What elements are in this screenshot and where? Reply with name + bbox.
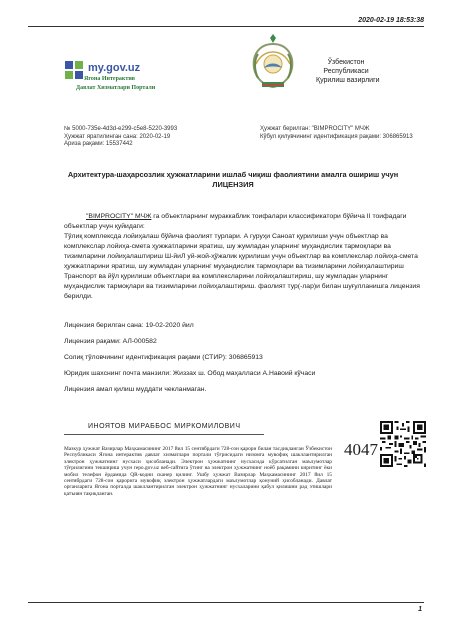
document-created-date: Ҳужжат яратилинган сана: 2020-02-19 [64,133,171,140]
qr-code-icon[interactable] [380,421,426,467]
legal-footnote: Мазкур ҳужжат Вазирлар Маҳкамасининг 2017 йил 15 сентябрдаги 728-сон қарори билан тасдиқланган Ўзбекистон Республикаси Ягона интерактив давлат хизматлари портали тўғрисидаги низомга мувофиқ шакллантирилган электрон ҳужжатнинг нусхаси ҳисобланади. Электрон ҳужжатнинг нусхасида кўрсатилган маълумотлар тўғрилигини текшириш учун repo.gov.uz веб-сайтига ўтинг ва электрон ҳужжатнинг ноёб рақамини киритинг ёки мобил телефон ёрдамида QR-кодни сканер қилинг. Ушбу ҳужжат Вазирлар Маҳкамасининг 2017 йил 15 сентябрдаги 728-сон қарорига мувофиқ электрон ҳужжатлардаги маълумотлар қонуний ҳисобланади. Давлат органларига Ягона порталда шакллантирилган электрон ҳужжатнинг нусхаларини қабул қилишни рад этишлари қатъиян тақиқланган. [64,446,332,497]
portal-name-line1: Ягона Интерактив [84,76,136,82]
ministry-name-line: Ўзбекистон [327,59,365,66]
document-timestamp: 2020-02-19 18:53:38 [358,17,424,24]
company-name: "BIMPROCITY" МЧЖ [86,213,152,220]
page-number: 1 [418,606,422,613]
portal-site-name: my.gov.uz [88,62,141,74]
issued-to: Ҳужжат берилган: "BIMPROCITY" МЧЖ [260,126,370,132]
application-number: Ариза рақами: 15537442 [64,141,133,147]
header-divider [28,26,424,27]
license-number: Лицензия рақами: АЛ-000582 [64,338,157,345]
document-number: № 5000-735e-4d3d-e299-c5e8-5220-3993 [64,126,178,132]
legal-address: Юридик шахснинг почта манзили: Жиззах ш. Обод маҳалласи А.Навоий кўчаси [64,370,316,377]
verification-code: 4047 [344,440,378,459]
license-activities: Тўлиқ комплексда лойиҳалаш бўйича фаолият турлари. А гуруҳи Саноат қурилиши учун объектлар ва комплекслар лойиҳа-смета ҳужжатларини яратиш, шу жумладан уларнинг муҳандислик тармоқлари ва тизимларини лойиҳалаштириш Ш-йиЛ уй-жой-ҳўжалик қурилиши учун объектлар ва комплекслар лойиҳа-смета ҳужжатларини яратиш, шу жумладан уларнинг муҳандислик тармоқлари ва тизимларини лойиҳалаштириш Транспорт ва йўл қурилиши объектлари ва комплексларини лойиҳалаштириш, шу жумладан уларнинг муҳандислик тармоқлари ва тизимларини лойиҳалаштириш. фаолият тур(-лар)и билан шуғулланишга лицензия берилди. [64,233,420,300]
recipient-id: Кўбул қилувчининг идентификация рақами: 306865913 [260,133,413,140]
license-body [64,212,422,302]
license-intro [64,212,422,232]
portal-logo [64,60,180,100]
portal-logo-icon [64,60,84,80]
portal-name-line2: Давлат Хизматлари Портали [76,85,156,91]
signer-name: ИНОЯТОВ МИРАББОС МИРКОМИЛОВИЧ [88,423,241,430]
signature-line [64,434,264,435]
state-emblem-icon [246,34,300,92]
license-intro-text: га объектларнинг мураккаблик тоифалари классификатори бўйича II тоифадаги объектлар учун қуйидаги: [64,213,407,230]
footer-divider [28,602,424,603]
license-validity: Лицензия амал қилиш муддати чекланмаган. [64,386,207,393]
ministry-name [316,58,380,85]
recipient-meta [260,126,413,141]
taxpayer-id: Солиқ тўловчининг идентификация рақами (СТИР): 306865913 [64,354,263,361]
ministry-name-line: Қурилиш вазирлиги [316,77,380,84]
document-meta [64,126,177,149]
title-line: Архитектура-шаҳарсозлик ҳужжатларини ишлаб чиқиш фаолиятини амалга ошириш учун [67,170,399,179]
license-date: Лицензия берилган сана: 19-02-2020 йил [64,322,194,329]
ministry-name-line: Республикаси [323,68,369,75]
document-title [40,170,426,190]
title-heading: ЛИЦЕНЗИЯ [212,180,254,189]
